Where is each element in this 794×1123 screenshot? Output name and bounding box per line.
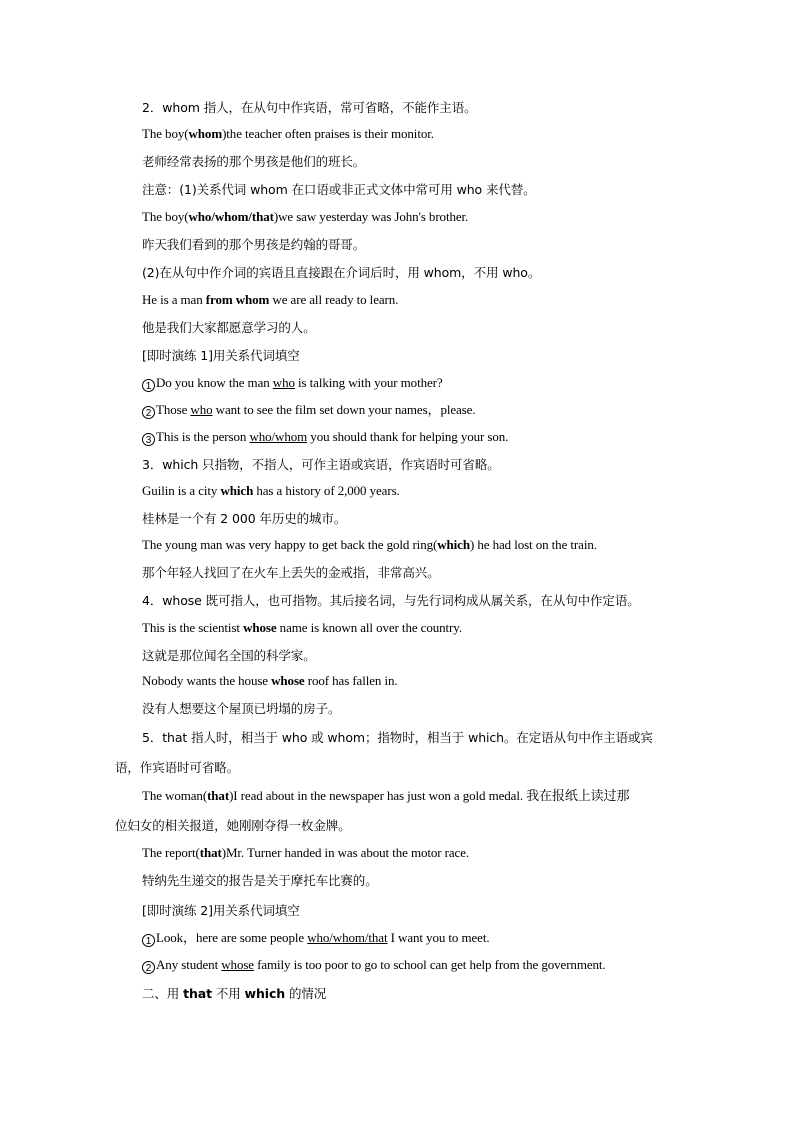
drill-item: 1 Do you know the man who is talking with your mother?: [142, 375, 443, 392]
example-sentence: This is the scientist whose name is known all over the country.: [142, 620, 462, 635]
which-heading: 3．which 只指物，不指人，可作主语或宾语，作宾语时可省略。: [142, 457, 500, 472]
drill-item: 2 Those who want to see the film set down your names，please.: [142, 402, 476, 419]
example-translation: 昨天我们看到的那个男孩是约翰的哥哥。: [142, 237, 366, 252]
example-sentence: Nobody wants the house whose roof has fallen in.: [142, 673, 398, 688]
example-translation: 特纳先生递交的报告是关于摩托车比赛的。: [142, 873, 378, 888]
example-translation: 他是我们大家都愿意学习的人。: [142, 320, 316, 335]
that-heading: 5．that 指人时，相当于 who 或 whom；指物时，相当于 which。在定语从句中作主语或宾: [142, 730, 653, 745]
example-sentence: The report(that)Mr. Turner handed in was about the motor race.: [142, 845, 470, 860]
example-sentence: The woman(that)I read about in the newspaper has just won a gold medal. 我在报纸上读过那: [142, 788, 630, 803]
example-sentence: The boy(who/whom/that)we saw yesterday was John's brother.: [142, 209, 469, 224]
example-translation: 桂林是一个有 2 000 年历史的城市。: [142, 511, 347, 526]
example-sentence: He is a man from whom we are all ready to learn.: [142, 292, 399, 307]
drill-item: 3 This is the person who/whom you should thank for helping your son.: [142, 429, 508, 446]
drill-1-title: [即时演练 1]用关系代词填空: [142, 348, 300, 363]
example-sentence: The young man was very happy to get back the gold ring(which) he had lost on the train.: [142, 537, 597, 552]
whom-heading: 2．whom 指人，在从句中作宾语，常可省略，不能作主语。: [142, 100, 477, 115]
note-1: 注意：(1)关系代词 whom 在口语或非正式文体中常可用 who 来代替。: [142, 182, 536, 197]
example-translation: 没有人想要这个屋顶已坍塌的房子。: [142, 701, 341, 716]
section-2-heading: 二、用 that 不用 which 的情况: [142, 986, 327, 1001]
that-heading-cont: 语，作宾语时可省略。: [115, 760, 240, 775]
drill-item: 1 Look，here are some people who/whom/that I want you to meet.: [142, 930, 489, 947]
drill-2-title: [即时演练 2]用关系代词填空: [142, 903, 300, 918]
example-translation: 老师经常表扬的那个男孩是他们的班长。: [142, 154, 366, 169]
example-sentence: The boy(whom)the teacher often praises is their monitor.: [142, 126, 434, 141]
example-translation: 位妇女的相关报道，她刚刚夺得一枚金牌。: [115, 818, 351, 833]
example-translation: 这就是那位闻名全国的科学家。: [142, 648, 316, 663]
example-translation: 那个年轻人找回了在火车上丢失的金戒指，非常高兴。: [142, 565, 440, 580]
whose-heading: 4．whose 既可指人，也可指物。其后接名词，与先行词构成从属关系，在从句中作定语。: [142, 593, 640, 608]
note-2: (2)在从句中作介词的宾语且直接跟在介词后时，用 whom，不用 who。: [142, 265, 541, 280]
drill-item: 2 Any student whose family is too poor to go to school can get help from the government.: [142, 957, 606, 974]
example-sentence: Guilin is a city which has a history of 2,000 years.: [142, 483, 400, 498]
